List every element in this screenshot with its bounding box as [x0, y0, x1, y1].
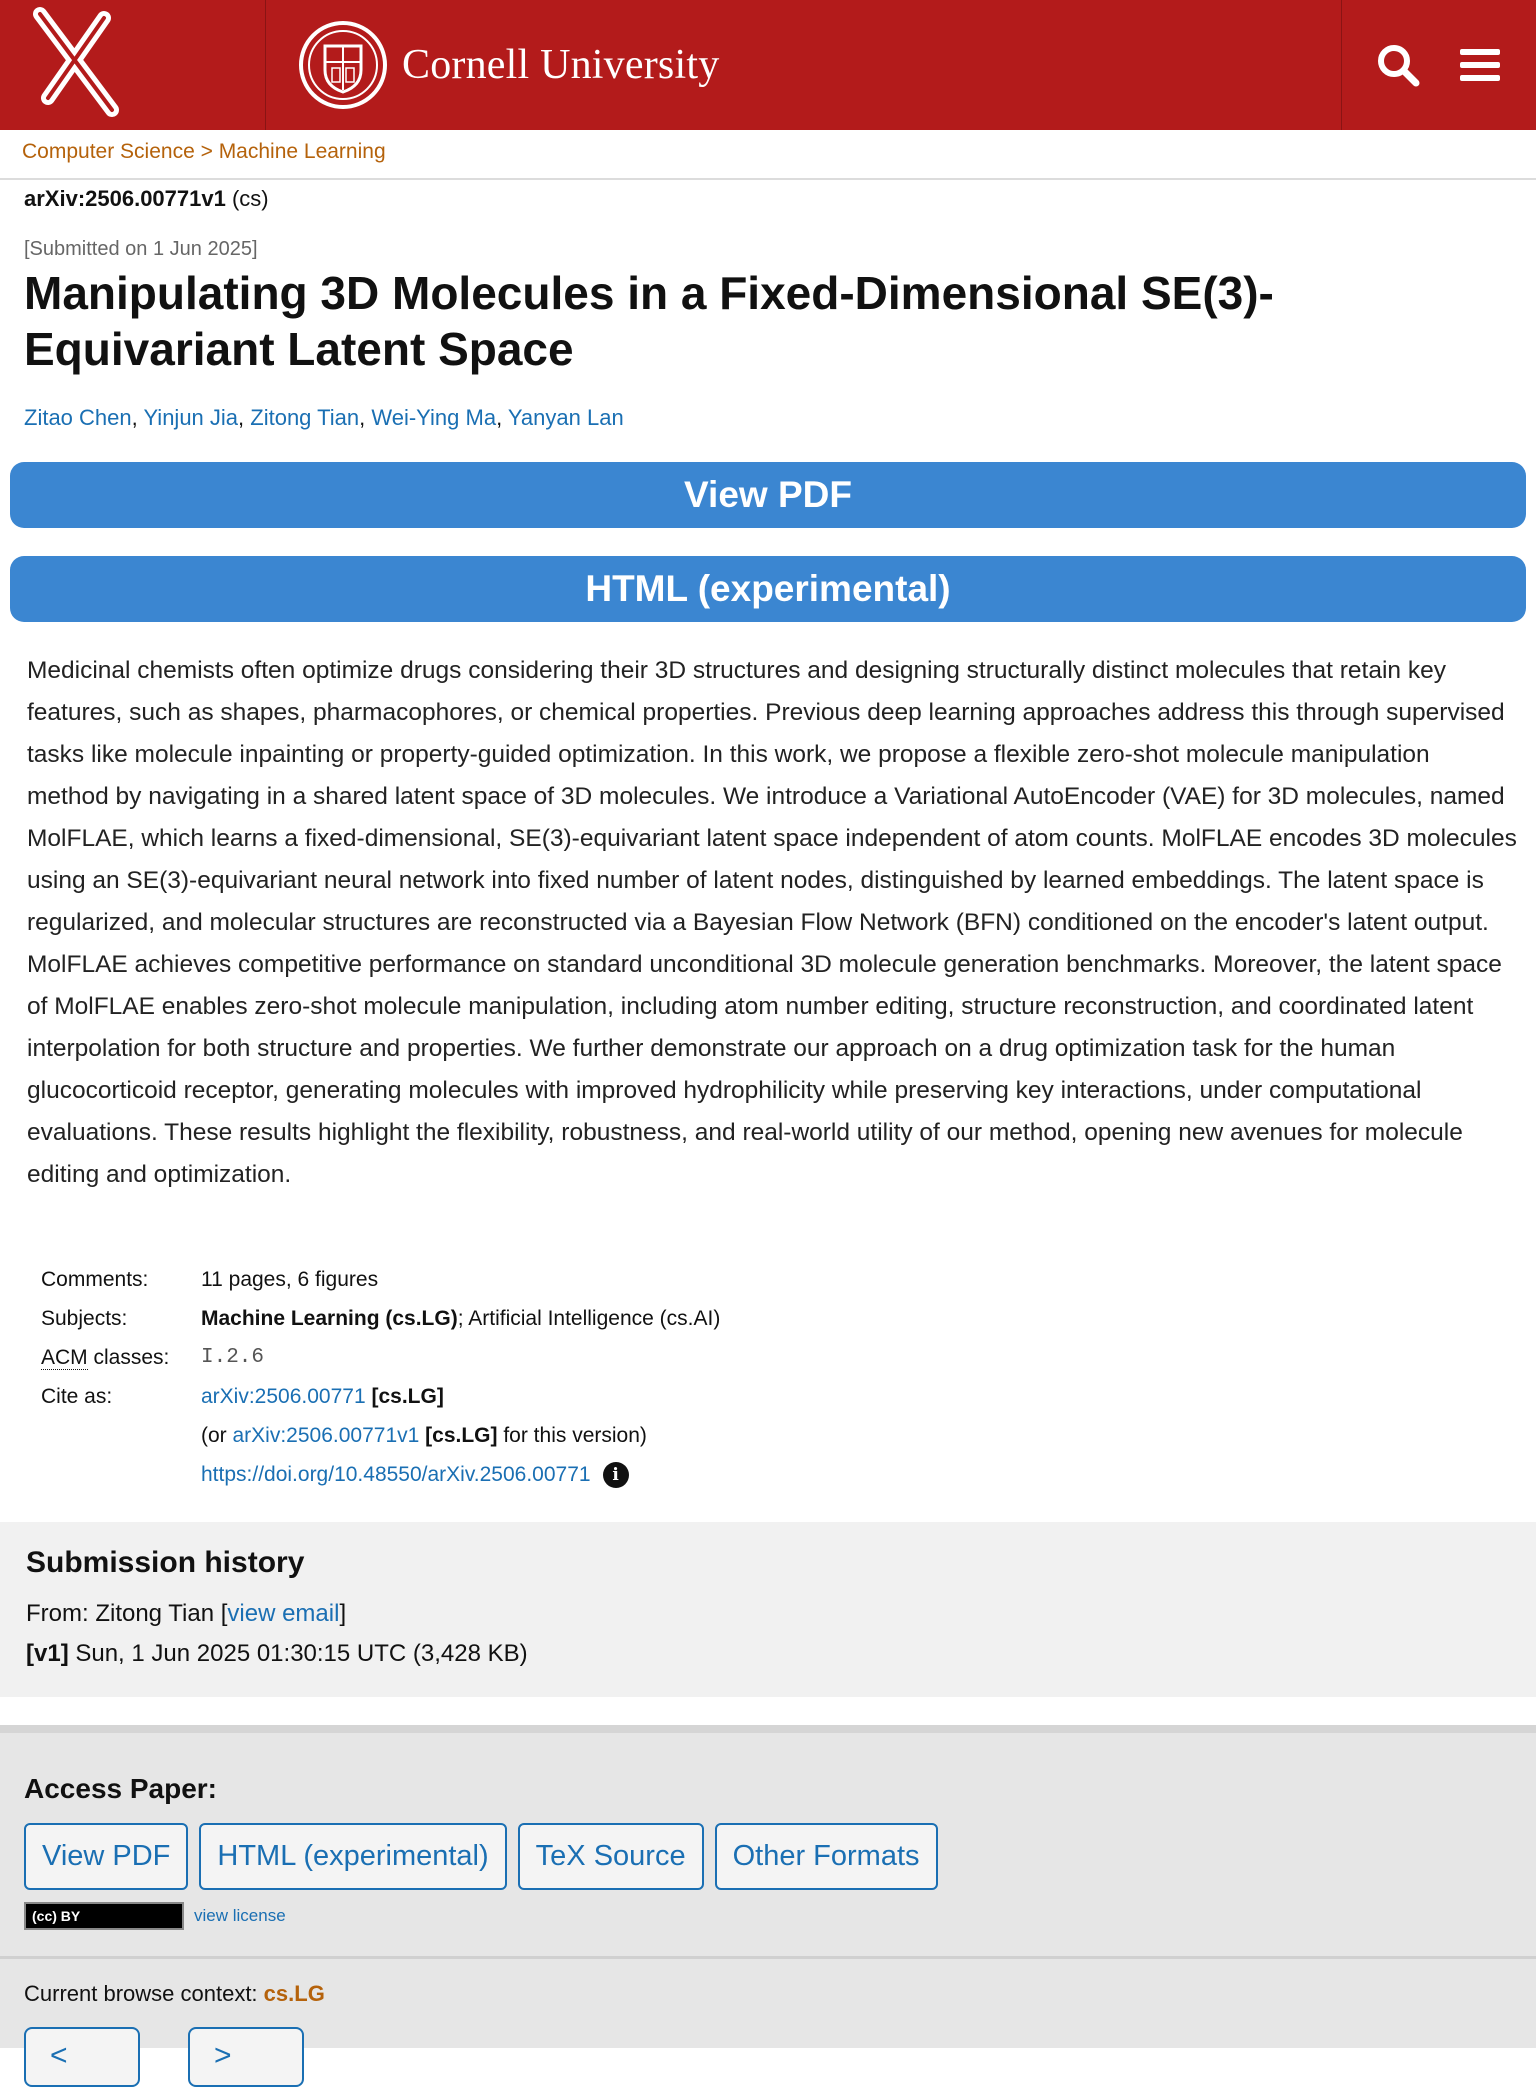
secondary-subjects: ; Artificial Intelligence (cs.AI) — [457, 1307, 721, 1330]
primary-subject: Machine Learning (cs.LG) — [201, 1307, 458, 1330]
acm-label — [41, 1338, 201, 1377]
paper-title: Manipulating 3D Molecules in a Fixed-Dimensional SE(3)-Equivariant Latent Space — [24, 267, 1274, 375]
cite-version-link[interactable]: arXiv:2506.00771v1 — [232, 1424, 420, 1447]
author-link[interactable]: Yinjun Jia — [143, 405, 239, 430]
format-tex-source-button[interactable]: TeX Source — [518, 1823, 704, 1890]
breadcrumb — [0, 130, 1536, 180]
cite-id-link[interactable]: arXiv:2506.00771 — [201, 1385, 366, 1408]
version-entry — [26, 1634, 1510, 1674]
search-icon[interactable] — [1376, 43, 1420, 87]
menu-icon[interactable] — [1458, 45, 1502, 85]
cc-by-license-badge[interactable]: (cc) BY — [24, 1902, 184, 1930]
comments-value: 11 pages, 6 figures — [201, 1268, 379, 1291]
browse-nav — [24, 2027, 1512, 2087]
cite-values — [201, 1377, 647, 1494]
submission-from — [26, 1594, 1510, 1634]
comments-row — [41, 1260, 720, 1299]
cite-row — [41, 1377, 720, 1494]
submission-history-title: Submission history — [26, 1546, 305, 1579]
acm-label-rest: classes: — [87, 1346, 170, 1369]
format-html-button[interactable]: HTML (experimental) — [199, 1823, 506, 1890]
view-email-link[interactable]: view email — [227, 1600, 340, 1627]
header-actions — [1342, 0, 1536, 130]
access-paper-title: Access Paper: — [24, 1773, 218, 1804]
author-link[interactable]: Yanyan Lan — [507, 405, 624, 430]
subjects-label: Subjects: — [41, 1307, 128, 1330]
cite-or-suffix: for this version) — [497, 1424, 647, 1447]
view-license-link[interactable]: view license — [194, 1906, 286, 1925]
format-view-pdf-button[interactable]: View PDF — [24, 1823, 188, 1890]
arxiv-id — [24, 186, 1514, 212]
subjects-row — [41, 1299, 720, 1338]
version-label: [v1] — [26, 1640, 69, 1667]
submission-history — [0, 1522, 1536, 1697]
access-paper-section — [0, 1725, 1536, 2072]
license-row — [24, 1902, 1512, 1930]
acm-row — [41, 1338, 720, 1377]
section-divider — [0, 1956, 1536, 1959]
format-buttons — [24, 1823, 1512, 1890]
arxiv-id-suffix: (cs) — [225, 186, 269, 211]
browse-context-value: cs.LG — [263, 1981, 325, 2006]
arxiv-id-value: arXiv:2506.00771v1 — [24, 186, 226, 211]
from-suffix: ] — [339, 1600, 347, 1627]
arxiv-x-icon — [0, 0, 266, 130]
breadcrumb-separator: > — [194, 140, 219, 163]
browse-context-label: Current browse context: — [24, 1981, 264, 2006]
version-detail: Sun, 1 Jun 2025 01:30:15 UTC (3,428 KB) — [68, 1640, 528, 1667]
site-header — [0, 0, 1536, 130]
submission-date: [Submitted on 1 Jun 2025] — [24, 238, 258, 260]
from-prefix: From: Zitong Tian [ — [26, 1600, 228, 1627]
paper-header — [24, 184, 1514, 431]
cornell-branding[interactable] — [266, 0, 1342, 130]
breadcrumb-category[interactable]: Computer Science — [22, 140, 195, 163]
cite-tag: [cs.LG] — [365, 1385, 444, 1408]
author-link[interactable]: Zitao Chen — [24, 405, 132, 430]
cite-or-prefix: (or — [201, 1424, 233, 1447]
browse-context — [24, 1981, 1512, 2007]
breadcrumb-subcategory[interactable]: Machine Learning — [218, 140, 386, 163]
comments-label: Comments: — [41, 1268, 149, 1291]
format-other-button[interactable]: Other Formats — [715, 1823, 938, 1890]
acm-abbr: ACM — [41, 1346, 88, 1369]
author-link[interactable]: Zitong Tian — [250, 405, 360, 430]
cite-version-tag: [cs.LG] — [419, 1424, 498, 1447]
prev-button[interactable]: < — [24, 2027, 140, 2087]
html-experimental-button[interactable]: HTML (experimental) — [10, 556, 1526, 622]
metadata-table — [41, 1260, 720, 1494]
view-pdf-button[interactable]: View PDF — [10, 462, 1526, 528]
author-list: Zitao Chen, Yinjun Jia, Zitong Tian, Wei-Ying Ma, Yanyan Lan — [24, 405, 624, 430]
arxiv-logo[interactable] — [0, 0, 266, 130]
subjects-value — [201, 1299, 720, 1338]
next-button[interactable]: > — [188, 2027, 304, 2087]
abstract: Medicinal chemists often optimize drugs considering their 3D structures and designing structurally distinct molecules that retain key features, such as shapes, pharmacophores, or chemical properties. Previous deep learning approaches address this through supervised tasks like molecule inpainting or property-guided optimization. In this work, we propose a flexible zero-shot molecule manipulation method by navigating in a shared latent space of 3D molecules. We introduce a Variational AutoEncoder (VAE) for 3D molecules, named MolFLAE, which learns a fixed-dimensional, SE(3)-equivariant latent space independent of atom counts. MolFLAE encodes 3D molecules using an SE(3)-equivariant neural network into fixed number of latent nodes, distinguished by learned embeddings. The latent space is regularized, and molecular structures are reconstructed via a Bayesian Flow Network (BFN) conditioned on the encoder's latent output. MolFLAE achieves competitive performance on standard unconditional 3D molecule generation benchmarks. Moreover, the latent space of MolFLAE enables zero-shot molecule manipulation, including atom number editing, structure reconstruction, and coordinated latent interpolation for both structure and properties. We further demonstrate our approach on a drug optimization task for the human glucocorticoid receptor, generating molecules with improved hydrophilicity while preserving key interactions, under computational evaluations. These results highlight the flexibility, robustness, and real-world utility of our method, opening new avenues for molecule editing and optimization. — [27, 657, 1517, 1188]
acm-value: I.2.6 — [201, 1346, 265, 1369]
doi-link[interactable]: https://doi.org/10.48550/arXiv.2506.00771 — [201, 1463, 591, 1486]
author-link[interactable]: Wei-Ying Ma — [371, 405, 497, 430]
cornell-seal-icon — [298, 20, 388, 110]
info-icon[interactable]: i — [603, 1462, 629, 1488]
cite-label: Cite as: — [41, 1385, 113, 1408]
university-name: Cornell University — [402, 42, 720, 88]
